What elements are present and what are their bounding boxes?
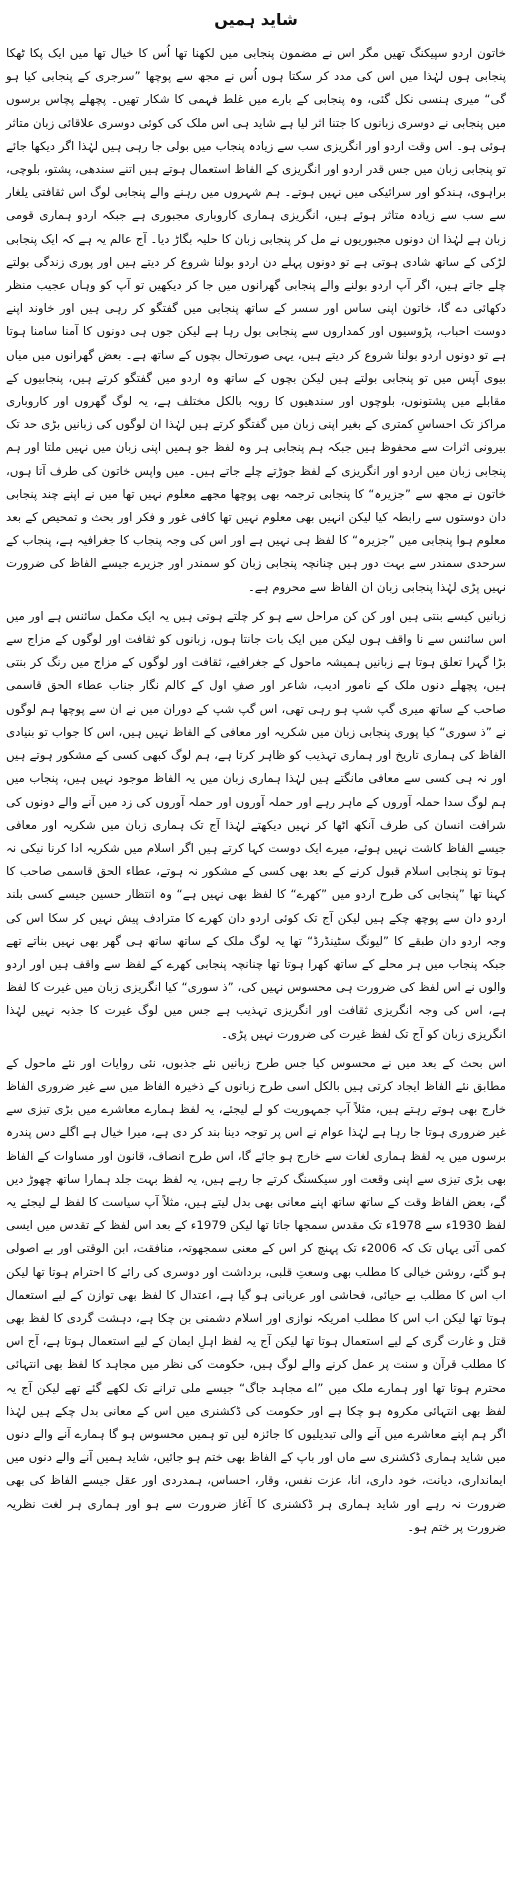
paragraph: خاتون اردو سپیکنگ تھیں مگر اس نے مضمون پنجابی میں لکھنا تھا اُس کا خیال تھا میں ایک پکا ٹھکا پنجابی ہوں لہٰذا میں اس کی مدد کر سکتا ہوں اُس نے مجھ سے پوچھا ”سرجری کے پنجابی کیا ہو گی“ میری ہنسی نکل گئی، وہ پنجابی کے بارے میں غلط فہمی کا شکار تھیں۔ پچھلے پچاس برسوں میں پنجابی نے دوسری زبانوں کا جتنا اثر لیا ہے شاید ہی اس ملک کی کوئی دوسری علاقائی زبان متاثر ہوئی ہو۔ اس وقت اردو اور انگریزی سب سے زیادہ پنجاب میں بولی جا رہی ہیں لہٰذا اگر دیکھا جائے تو پنجابی زبان میں جس قدر اردو اور انگریزی کے الفاظ استعمال ہوتے ہیں اتنے سندھی، پشتو، بلوچی، براہوی، ہندکو اور سرائیکی میں نہیں ہوتے۔ ہم شہروں میں رہنے والے پنجابی لوگ اس ثقافتی یلغار سے سب سے زیادہ متاثر ہوئے ہیں، انگریزی ہماری کاروباری مجبوری ہے جبکہ اردو ہماری قومی زبان ہے لہٰذا ان دونوں مجبوریوں نے مل کر پنجابی زبان کا حلیہ بگاڑ دیا۔ آج عالم یہ ہے کہ ایک پنجابی لڑکی کے ساتھ شادی ہوتی ہے تو دونوں پہلے دن اردو بولنا شروع کر دیتے ہیں اور پوری زندگی بولتے چلے جاتے ہیں، اگر آپ اردو بولنے والے پنجابی گھرانوں میں جا کر دیکھیں تو آپ کو وہاں عجیب منظر دکھائی دے گا، خاتون اپنی ساس اور سسر کے ساتھ پنجابی میں گفتگو کر رہی ہیں اور خاوند اپنے دوست احباب، پڑوسیوں اور کمداروں سے پنجابی بول رہا ہے لیکن جوں ہی دونوں کا آمنا سامنا ہوتا ہے تو دونوں اردو بولنا شروع کر دیتے ہیں، یہی صورتحال بچوں کے ساتھ ہے۔ بعض گھرانوں میں میاں بیوی آپس میں تو پنجابی بولتے ہیں لیکن بچوں کے ساتھ وہ اردو میں گفتگو کرتے ہیں، پنجابیوں کے مقابلے میں پشتونوں، بلوچوں اور سندھیوں کا رویہ بالکل مختلف ہے، یہ لوگ گھروں اور کاروباری مراکز تک احساسِ کمتری کے بغیر اپنی زبان میں گفتگو کرتے ہیں لہٰذا ان لوگوں کی زبانیں بڑی حد تک بیرونی اثرات سے محفوظ ہیں جبکہ ہم پنجابی ہر وہ لفظ جو ہمیں اپنی زبان میں نہیں ملتا اور ہم پنجابی زبان میں اردو اور انگریزی کے لفظ جوڑتے چلے جاتے ہیں۔ میں واپس خاتون کی طرف آتا ہوں، خاتون نے مجھ سے ”جزیرہ“ کا پنجابی ترجمہ بھی پوچھا مجھے معلوم نہیں تھا میں نے اپنے چند پنجابی دان دوستوں سے رابطہ کیا لیکن انہیں بھی معلوم نہیں تھا کافی غور و فکر اور بحث و تمحیص کے بعد معلوم ہوا پنجابی میں ”جزیرہ“ کا لفظ ہی نہیں ہے اور اس کی وجہ پنجاب کا جغرافیہ ہے، پنجاب کے سرحدی سمندر سے بہت دور ہیں چنانچہ پنجابی زبان کو سمندر اور جزیرے جیسے الفاظ کی ضرورت نہیں پڑی لہٰذا پنجابی زبان ان الفاظ سے محروم ہے۔ — [6, 46, 506, 594]
column-body — [6, 42, 506, 1539]
paragraph: اس بحث کے بعد میں نے محسوس کیا جس طرح زبانیں نئے جذبوں، نئی روایات اور نئے ماحول کے مطابق نئے الفاظ ایجاد کرتی ہیں بالکل اسی طرح زبانوں کے ذخیرہ الفاظ میں سے غیر ضروری الفاظ خارج بھی ہوتے رہتے ہیں، مثلاً آپ جمہوریت کو لے لیجئے، یہ لفظ ہمارے معاشرے میں بڑی تیزی سے غیر ضروری ہوتا جا رہا ہے لہٰذا عوام نے اس پر توجہ دینا بند کر دی ہے، میرا خیال ہے اگلے دس پندرہ برسوں میں یہ لفظ ہماری لغات سے خارج ہو جائے گا، اس طرح انصاف، قانون اور مساوات کے الفاظ بھی بڑی تیزی سے اپنی وقعت اور سیکسنگ کرتے جا رہے ہیں، یہ لفظ بہت جلد ہمارا ساتھ چھوڑ دیں گے، بعض الفاظ وقت کے ساتھ ساتھ اپنے معانی بھی بدل لیتے ہیں، مثلاً آپ سیاست کا لفظ لے لیجئے یہ لفظ 1930ء سے 1978ء تک مقدس سمجھا جاتا تھا لیکن 1979ء کے بعد اس لفظ کے تقدس میں ایسی کمی آئی یہاں تک کہ 2006ء تک پہنچ کر اس کے معنی سمجھوتہ، منافقت، ابن الوقتی اور بے اصولی ہو گئے، روشن خیالی کا مطلب بھی وسعتِ قلبی، برداشت اور دوسری کی رائے کا احترام ہوتا تھا لیکن اب اس کا مطلب بے حیائی، فحاشی اور عریانی ہو گیا ہے، اعتدال کا لفظ بھی توازن کے لیے استعمال ہوتا تھا لیکن اب اس کا مطلب امریکہ نوازی اور اسلام دشمنی بن چکا ہے، دہشت گردی کا لفظ بھی قتل و غارت گری کے لیے استعمال ہوتا تھا لیکن آج یہ لفظ اہلِ ایمان کے لیے استعمال ہوتا ہے، آج اس کا مطلب قرآن و سنت پر عمل کرنے والے لوگ ہیں، حکومت کی نظر میں مجاہد کا لفظ بھی انتہائی محترم ہوتا تھا اور ہمارے ملک میں ”اے مجاہد جاگ“ جیسے ملی ترانے تک لکھے گئے تھے لیکن آج یہ لفظ بھی انتہائی مکروہ ہو چکا ہے اور حکومت کی ڈکشنری میں اس کے معانی بدل چکے ہیں لہٰذا اگر ہم اپنے معاشرے میں آنے والی تبدیلیوں کا جائزہ لیں تو ہمیں محسوس ہو گا ہمارے آنے والے دنوں میں شاید ہماری ڈکشنری سے ماں اور باپ کے الفاظ بھی ختم ہو جائیں، شاید ہمیں آنے والے دنوں میں ایمانداری، دیانت، خود داری، انا، عزت نفس، وقار، احساس، ہمدردی اور عقل جیسے الفاظ کی بھی ضرورت نہ رہے اور شاید ہماری ہر ڈکشنری کا آغاز ضرورت سے ہو اور ہماری ہر لغت نظریہ ضرورت پر ختم ہو۔ — [6, 1055, 506, 1534]
column-title: شاید ہمیں — [214, 10, 298, 29]
paragraph: زبانیں کیسے بنتی ہیں اور کن کن مراحل سے ہو کر چلتے ہوتی ہیں یہ ایک مکمل سائنس ہے اور میں اس سائنس سے نا واقف ہوں لیکن میں ایک بات جانتا ہوں، زبانوں کو ثقافت اور لوگوں کے مزاج سے بڑا گہرا تعلق ہوتا ہے زبانیں ہمیشہ ماحول کے جغرافیے، ثقافت اور لوگوں کے مزاج میں رنگ کر بنتی ہیں، پچھلے دنوں ملک کے نامور ادیب، شاعر اور صفِ اول کے کالم نگار جناب عطاء الحق قاسمی صاحب کے ساتھ میری گپ شپ ہو رہی تھی، اس گپ شپ کے دوران میں نے ان سے پوچھا ہم لوگوں نے ”ذ سوری“ کیا پوری پنجابی زبان میں شکریہ اور معافی کے الفاظ نہیں ہیں، اس کا جواب تو بنیادی الفاظ کی ہماری تاریخ اور ہماری تہذیب کو ظاہر کرتا ہے، ہم لوگ کبھی کسی کے مشکور ہوتے ہیں اور نہ ہی کسی سے معافی مانگتے ہیں لہٰذا ہماری زبان میں یہ الفاظ موجود نہیں ہیں، پنجاب میں ہم لوگ سدا حملہ آوروں کے ماہر رہے اور حملہ آوروں اور حملہ آوروں کی زد میں آنے والے دونوں کی شرافت انسان کی طرف آنکھ اٹھا کر نہیں دیکھتے لہٰذا آج تک ہماری زبان میں شکریہ اور معافی جیسے الفاظ کاشت نہیں ہوئے، میرے ایک دوست کہا کرتے ہیں اگر اسلام میں شکریہ ادا کرنا نیکی نہ ہوتا تو پنجابی اسلام قبول کرنے کے بعد بھی کسی کے مشکور نہ ہوتے، عطاء الحق قاسمی صاحب کا کہنا تھا ”پنجابی کی طرح اردو میں ”کھرے“ کا لفظ بھی نہیں ہے“ وہ انتظار حسین جیسے کسی بلند اردو دان سے پوچھ چکے ہیں لیکن آج تک کوئی اردو دان کھرے کا مترادف پیش نہیں کر سکا اس کی وجہ اردو دان طبقے کا ”لیونگ سٹینڈرڈ“ تھا یہ لوگ ملک کے ساتھ ساتھ ہی گھر بھی نہیں بناتے تھے جبکہ پنجاب میں ہر محلے کے ساتھ کھرا ہوتا تھا چنانچہ پنجابی کھرے کے لفظ سے واقف ہیں اور اردو والوں نے اس لفظ کی ضرورت ہی محسوس نہیں کی، ”ذ سوری“ کیا انگریزی زبان میں غیرت کا لفظ ہے، اس کی وجہ انگریزی ثقافت اور انگریزی تہذیب ہے جس میں لوگ غیرت کا جذبہ نہیں لہٰذا انگریزی زبان کو آج تک لفظ غیرت کی ضرورت نہیں پڑی۔ — [6, 608, 506, 1041]
